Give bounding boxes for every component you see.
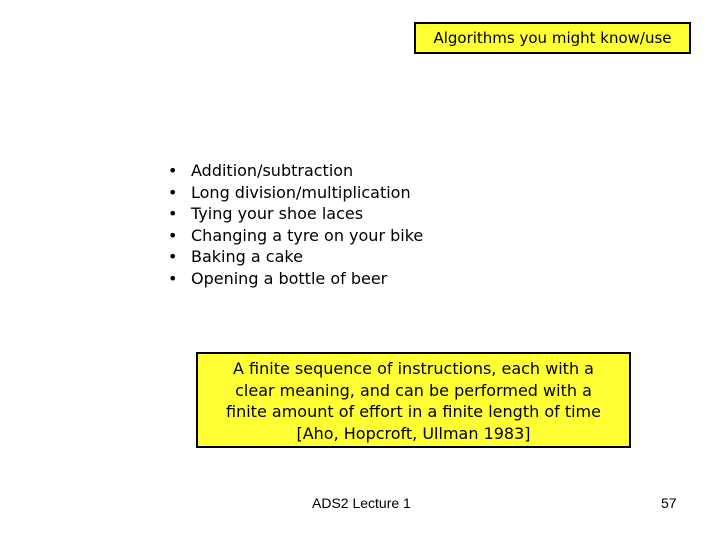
list-item-text: Opening a bottle of beer [191,268,388,288]
list-item-text: Addition/subtraction [191,161,354,180]
algorithm-list [168,160,423,289]
slide-title: Algorithms you might know/use [414,22,691,54]
bullet-marker: • [168,225,178,245]
bullet-marker: • [168,204,178,223]
bullet-marker: • [168,268,178,288]
list-item-text: Changing a tyre on your bike [191,225,424,245]
list-item [168,203,423,225]
list-item [168,182,423,204]
definition-line: clear meaning, and can be performed with a [235,380,592,400]
definition-line: finite amount of effort in a finite length of time [226,402,601,421]
list-item [168,160,423,182]
definition-box [196,352,631,448]
list-item-text: Long division/multiplication [191,182,411,202]
list-item [168,225,423,247]
bullet-marker: • [168,247,178,266]
list-item [168,246,423,268]
definition-citation: [Aho, Hopcroft, Ullman 1983] [296,423,531,443]
footer-lecture-label: ADS2 Lecture 1 [312,495,411,511]
list-item [168,268,423,290]
list-item-text: Baking a cake [191,247,303,266]
definition-line: A finite sequence of instructions, each with a [233,359,594,378]
list-item-text: Tying your shoe laces [191,204,364,223]
bullet-marker: • [168,182,178,202]
page-number: 57 [661,495,677,511]
bullet-marker: • [168,161,178,180]
